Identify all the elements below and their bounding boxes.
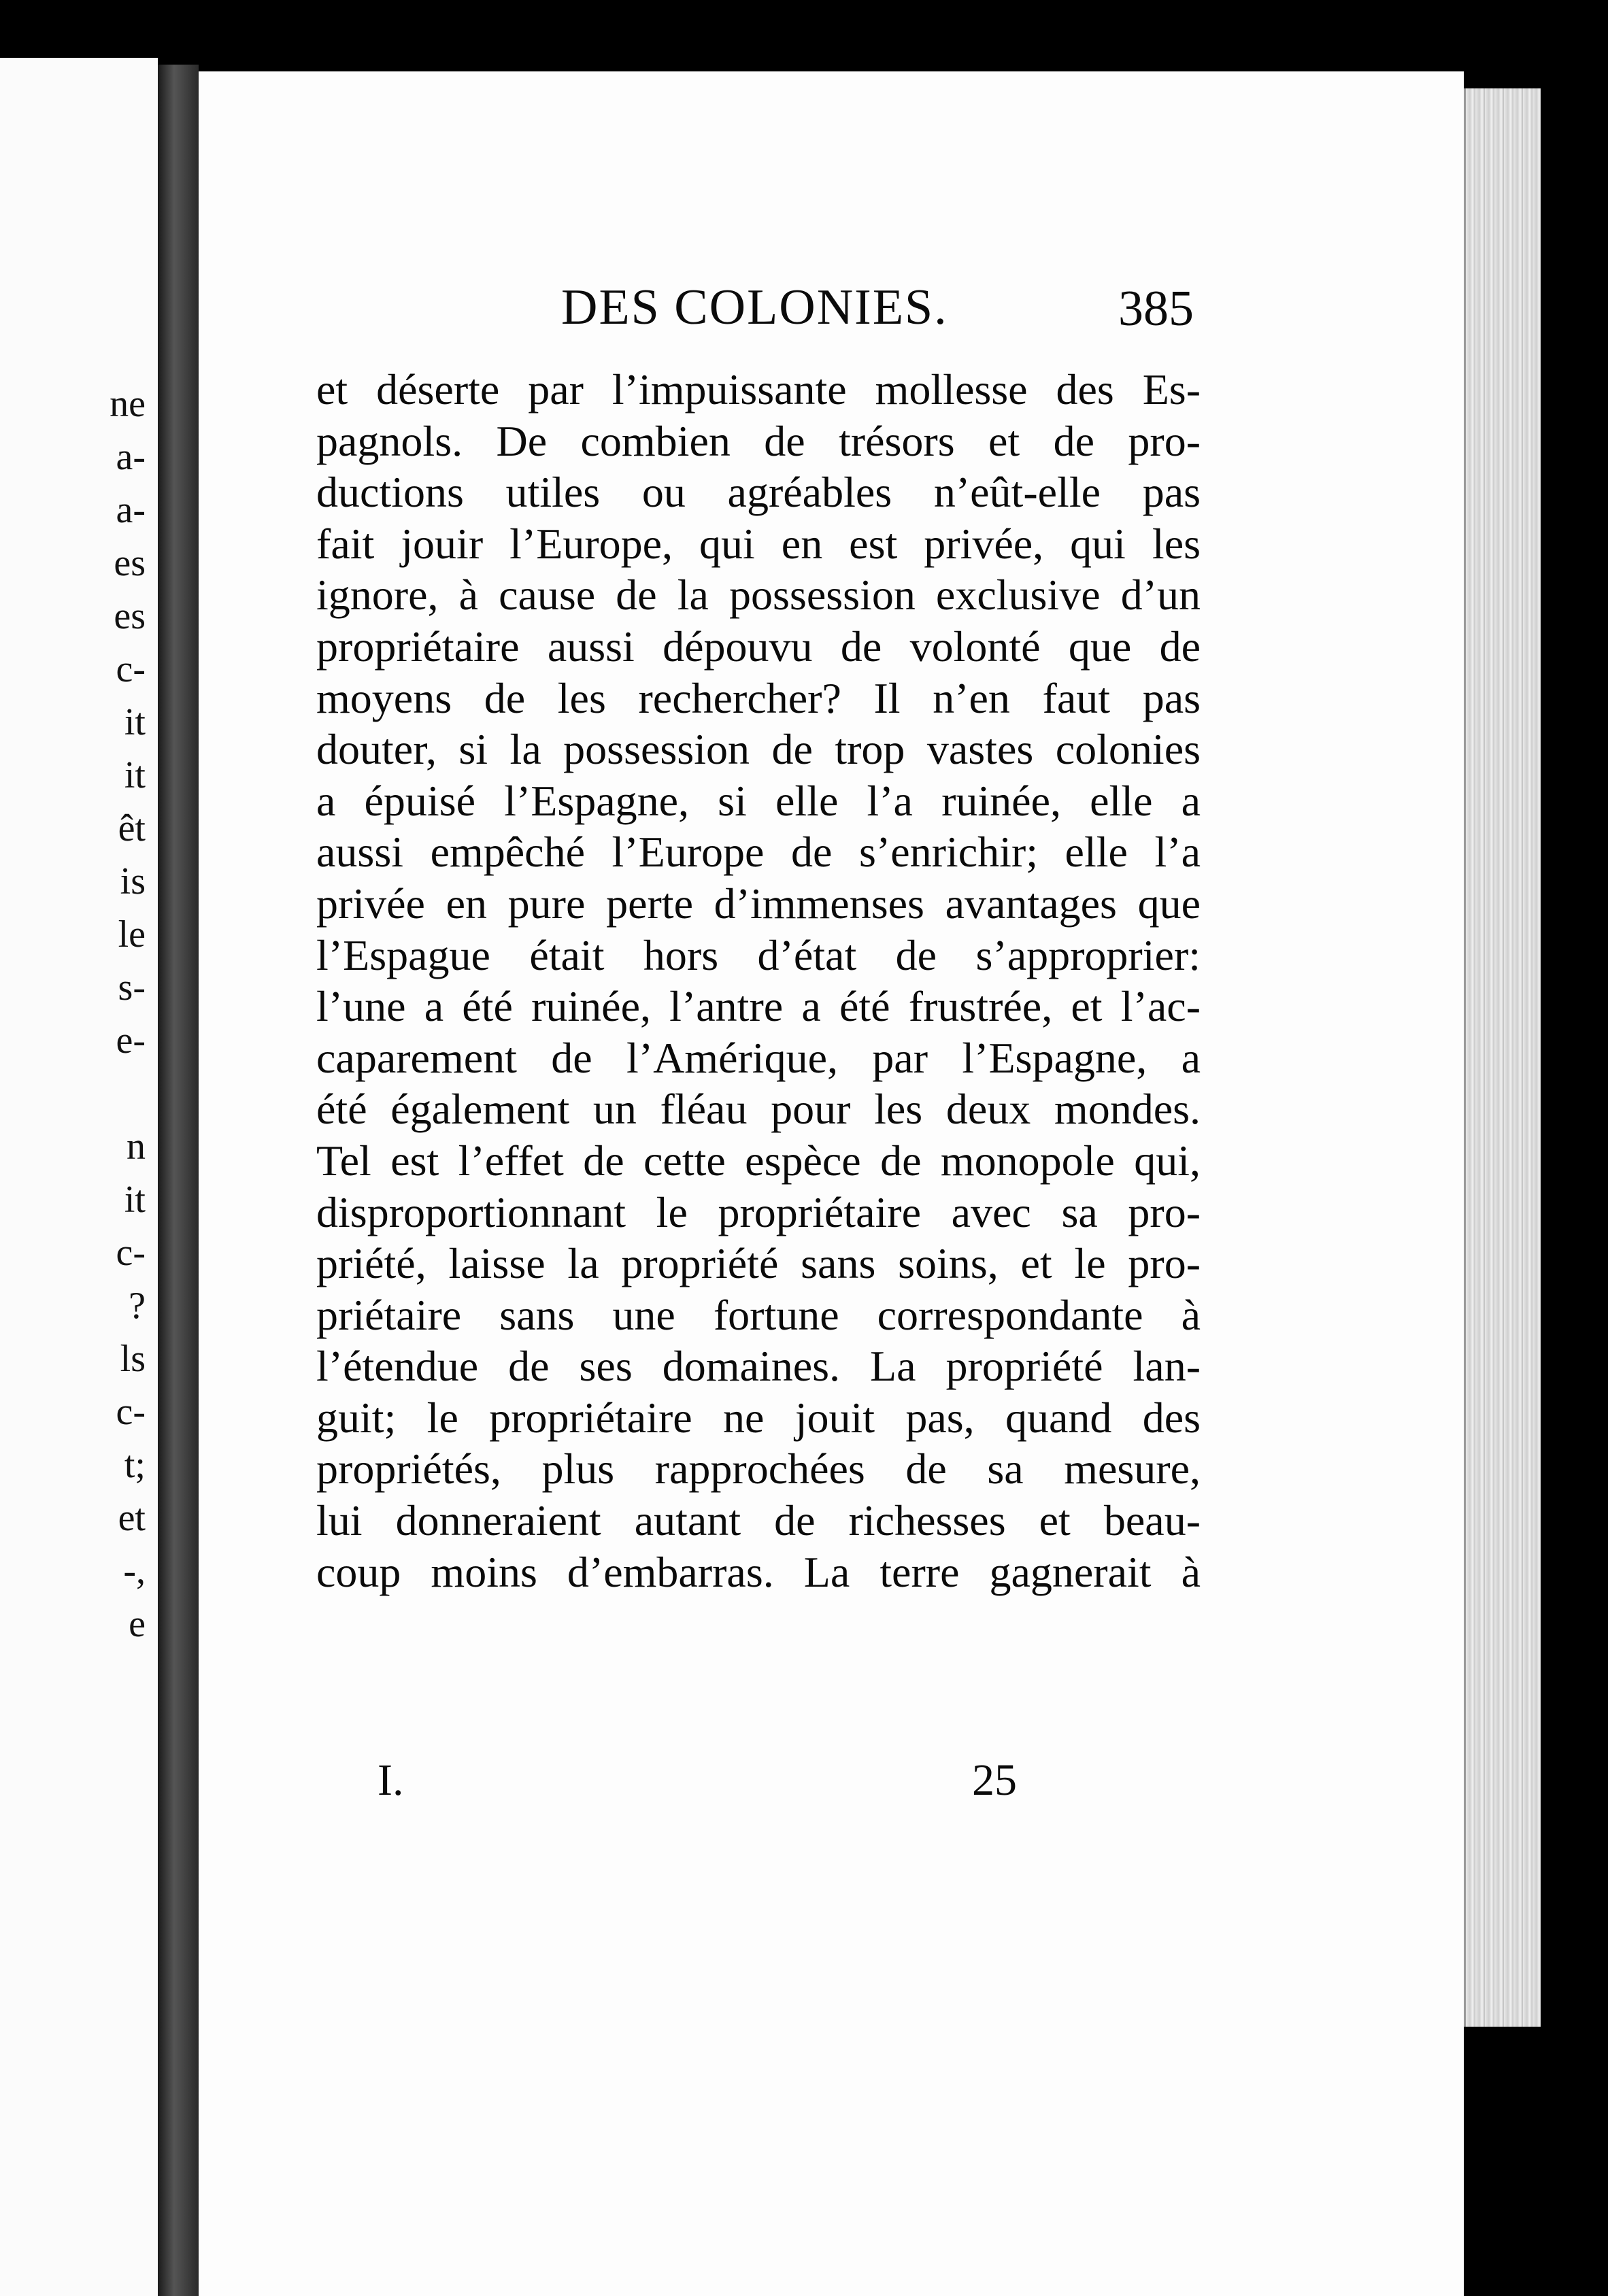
facing-line-fragment: is [120, 860, 146, 902]
facing-line-fragment: le [118, 913, 146, 956]
text-line: l’Espague était hors d’état de s’approprier: [316, 930, 1201, 979]
text-line: a épuisé l’Espagne, si elle l’a ruinée, elle a [316, 776, 1201, 825]
facing-line-fragment: s- [118, 966, 146, 1009]
facing-line-fragment: ls [120, 1338, 146, 1380]
text-line: été également un fléau pour les deux mondes. [316, 1085, 1201, 1134]
facing-line-fragment: it [124, 754, 146, 796]
facing-line-fragment: et [118, 1497, 146, 1539]
text-line: l’une a été ruinée, l’antre a été frustrée, et l’ac- [316, 982, 1201, 1031]
facing-line-fragment: c- [116, 648, 146, 690]
facing-line-fragment: e [129, 1603, 146, 1645]
text-line: lui donneraient autant de richesses et beau- [316, 1496, 1201, 1545]
facing-line-fragment: ? [129, 1285, 146, 1327]
facing-line-fragment: c- [116, 1391, 146, 1433]
facing-line-fragment: a- [116, 489, 146, 531]
facing-line-fragment: c- [116, 1232, 146, 1274]
text-line: Tel est l’effet de cette espèce de monopole qui, [316, 1136, 1201, 1185]
text-line: pagnols. De combien de trésors et de pro- [316, 416, 1201, 465]
facing-line-fragment: êt [118, 807, 146, 849]
facing-page-left [0, 58, 158, 2296]
text-line: ductions utiles ou agréables n’eût-elle pas [316, 468, 1201, 517]
text-line: propriétaire aussi dépouvu de volonté que de [316, 622, 1201, 671]
text-line: et déserte par l’impuissante mollesse des Es- [316, 365, 1201, 413]
facing-line-fragment: e- [116, 1019, 146, 1062]
text-line: coup moins d’embarras. La terre gagnerait à [316, 1547, 1201, 1596]
book-gutter [158, 65, 199, 2296]
signature-line [378, 1755, 1017, 1816]
running-title: DES COLONIES. [561, 280, 948, 335]
facing-line-fragment: n [127, 1126, 146, 1168]
text-line: l’étendue de ses domaines. La propriété lan- [316, 1342, 1201, 1391]
text-line: ignore, à cause de la possession exclusive d’un [316, 571, 1201, 620]
text-line: aussi empêché l’Europe de s’enrichir; elle l’a [316, 828, 1201, 877]
text-line: guit; le propriétaire ne jouit pas, quand des [316, 1393, 1201, 1442]
facing-line-fragment: ne [110, 383, 146, 425]
text-line: douter, si la possession de trop vastes colonies [316, 725, 1201, 774]
text-line: disproportionnant le propriétaire avec sa pro- [316, 1187, 1201, 1236]
text-line: caparement de l’Amérique, par l’Espagne, a [316, 1033, 1201, 1082]
facing-line-fragment: t; [124, 1444, 146, 1486]
facing-line-fragment: es [114, 542, 146, 584]
facing-line-fragment: it [124, 1179, 146, 1221]
signature-mark: 25 [972, 1755, 1017, 1805]
page-number: 385 [1118, 281, 1194, 337]
body-text [316, 364, 1201, 1598]
text-line: privée en pure perte d’immenses avantages que [316, 879, 1201, 928]
page-edges [1464, 88, 1541, 2027]
running-head [364, 279, 1194, 354]
text-line: propriétés, plus rapprochées de sa mesure, [316, 1445, 1201, 1493]
text-line: priété, laisse la propriété sans soins, et le pro- [316, 1239, 1201, 1288]
text-line: moyens de les rechercher? Il n’en faut pas [316, 673, 1201, 722]
facing-line-fragment: a- [116, 436, 146, 478]
facing-line-fragment: -, [123, 1550, 146, 1592]
text-line: fait jouir l’Europe, qui en est privée, qui les [316, 519, 1201, 568]
facing-page-line-endings [110, 377, 146, 1651]
volume-mark: I. [378, 1755, 404, 1805]
facing-line-fragment: it [124, 701, 146, 743]
text-line: priétaire sans une fortune correspondante à [316, 1290, 1201, 1339]
facing-line-fragment [110, 1067, 146, 1120]
facing-line-fragment: es [114, 595, 146, 637]
